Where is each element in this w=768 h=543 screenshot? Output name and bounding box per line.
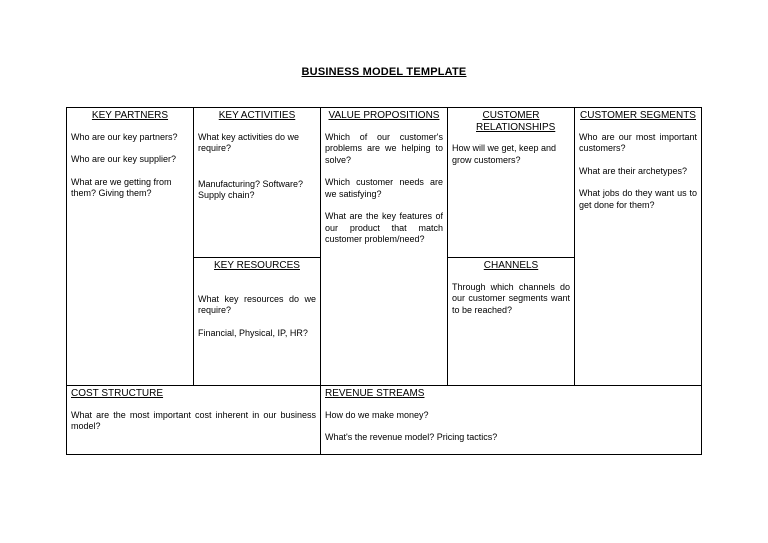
- value-propositions-question: Which of our customer's problems are we helping to solve?: [325, 131, 443, 165]
- key-activities-cell: [193, 107, 321, 258]
- customer-relationships-question: How will we get, keep and grow customers?: [452, 143, 557, 165]
- customer-segments-heading: CUSTOMER SEGMENTS: [580, 110, 696, 121]
- cost-structure-question: What are the most important cost inherent in our business model?: [71, 409, 316, 431]
- channels-cell: [447, 257, 575, 386]
- document-title: BUSINESS MODEL TEMPLATE: [301, 66, 467, 78]
- revenue-streams-cell: [320, 385, 702, 455]
- value-propositions-question: Which customer needs are we satisfying?: [325, 177, 443, 199]
- key-activities-question: What key activities do we require?: [198, 131, 300, 153]
- key-partners-question: Who are our key supplier?: [71, 154, 177, 164]
- key-partners-heading: KEY PARTNERS: [91, 110, 169, 121]
- channels-question: Through which channels do our customer segments want to be reached?: [452, 281, 570, 315]
- customer-segments-question: What jobs do they want us to get done for them?: [579, 188, 697, 210]
- key-partners-question: Who are our key partners?: [71, 131, 178, 142]
- customer-segments-question: Who are our most important customers?: [579, 131, 697, 153]
- business-model-canvas: [66, 107, 702, 455]
- value-propositions-cell: [320, 107, 448, 386]
- value-propositions-question: What are the key features of our product that match customer problem/need?: [325, 211, 443, 244]
- customer-relationships-cell: [447, 107, 575, 258]
- key-partners-cell: [66, 107, 194, 386]
- cost-structure-heading: COST STRUCTURE: [71, 388, 164, 399]
- customer-segments-cell: [574, 107, 702, 386]
- key-resources-question: Financial, Physical, IP, HR?: [198, 327, 308, 338]
- cost-structure-cell: [66, 385, 321, 455]
- key-resources-cell: [193, 257, 321, 386]
- customer-segments-question: What are their archetypes?: [579, 165, 688, 176]
- key-resources-question: What key resources do we require?: [198, 293, 316, 315]
- revenue-streams-question: How do we make money?: [325, 409, 429, 420]
- key-activities-question: Manufacturing? Software? Supply chain?: [198, 178, 304, 200]
- key-activities-heading: KEY ACTIVITIES: [218, 110, 296, 121]
- customer-relationships-heading: CUSTOMER RELATIONSHIPS: [476, 110, 556, 133]
- key-partners-question: What are we getting from them? Giving them?: [71, 176, 172, 198]
- value-propositions-heading: VALUE PROPOSITIONS: [328, 110, 440, 121]
- revenue-streams-heading: REVENUE STREAMS: [325, 388, 425, 399]
- key-resources-heading: KEY RESOURCES: [214, 260, 300, 271]
- revenue-streams-question: What's the revenue model? Pricing tactics?: [325, 432, 498, 442]
- channels-heading: CHANNELS: [483, 260, 539, 271]
